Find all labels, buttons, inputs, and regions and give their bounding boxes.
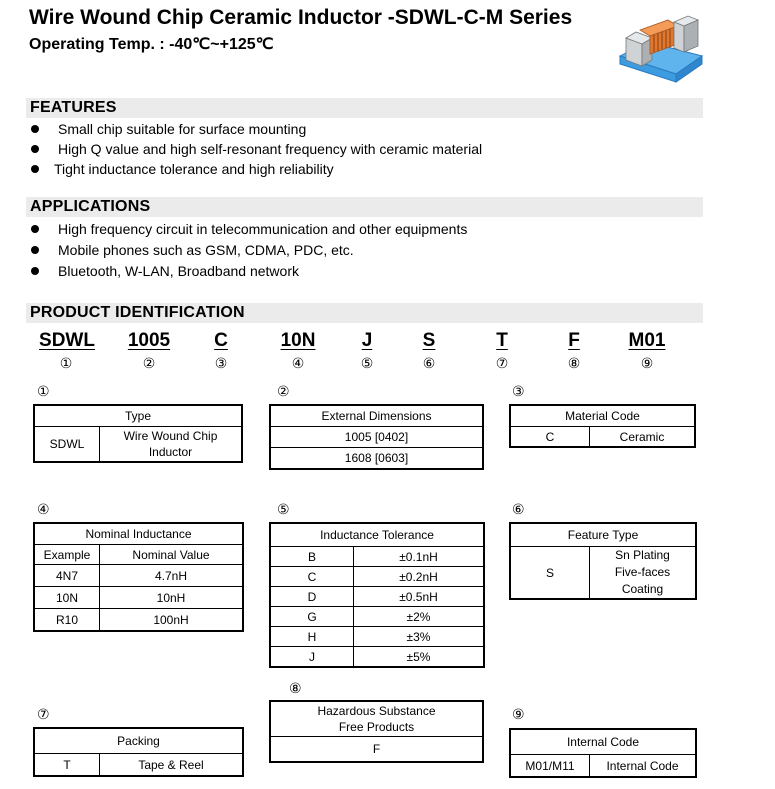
code-part-6: S	[422, 330, 436, 351]
table-header: Internal Code	[510, 729, 696, 755]
table-cell: Wire Wound Chip Inductor	[100, 427, 243, 463]
applications-list	[30, 219, 467, 282]
features-list	[30, 119, 482, 179]
bullet-icon	[31, 145, 39, 153]
operating-temperature: Operating Temp. : -40℃~+125℃	[29, 36, 274, 53]
table-cell: Sn Plating Five-faces Coating	[590, 547, 697, 600]
table-marker-3: ③	[512, 384, 525, 400]
table-row: 10N 10nH	[34, 587, 243, 609]
feature-table	[509, 522, 697, 600]
bullet-icon	[31, 225, 39, 233]
code-part-8: F	[568, 330, 580, 351]
chip-inductor-image	[618, 8, 704, 86]
list-item: Bluetooth, W-LAN, Broadband network	[30, 261, 467, 282]
table-header: External Dimensions	[270, 405, 483, 427]
table-cell: SDWL	[34, 427, 100, 463]
packing-table	[33, 727, 244, 777]
table-row: C ±0.2nH	[270, 567, 484, 587]
list-item: Small chip suitable for surface mounting	[30, 119, 482, 139]
table-header: Type	[34, 405, 242, 427]
code-part-2: 1005	[127, 330, 171, 351]
table-cell: F	[270, 737, 483, 763]
table-row: B ±0.1nH	[270, 547, 484, 567]
product-identification-section-bar	[26, 303, 703, 323]
applications-section-bar	[26, 197, 703, 217]
inductance-table	[33, 522, 244, 632]
code-number-8: ⑧	[567, 356, 581, 372]
table-column-header: Example	[34, 545, 100, 565]
table-cell: Tape & Reel	[100, 754, 244, 777]
table-row: D ±0.5nH	[270, 587, 484, 607]
code-part-4: 10N	[280, 330, 316, 351]
material-table	[509, 404, 696, 448]
code-number-4: ④	[291, 356, 305, 372]
code-part-1: SDWL	[39, 330, 95, 351]
code-part-5: J	[361, 330, 373, 351]
hazardous-table	[269, 700, 484, 763]
list-item: High frequency circuit in telecommunication and other equipments	[30, 219, 467, 240]
product-identification-heading: PRODUCT IDENTIFICATION	[30, 304, 245, 321]
table-cell: T	[34, 754, 100, 777]
code-number-2: ②	[142, 356, 156, 372]
table-cell: 1005 [0402]	[270, 427, 483, 448]
table-marker-6: ⑥	[512, 502, 525, 518]
table-marker-4: ④	[37, 502, 50, 518]
table-row: R10 100nH	[34, 609, 243, 632]
bullet-icon	[31, 165, 39, 173]
bullet-icon	[31, 125, 39, 133]
table-header: Nominal Inductance	[34, 523, 243, 545]
code-part-7: T	[496, 330, 508, 351]
code-part-3: C	[214, 330, 228, 351]
table-header: Feature Type	[510, 523, 696, 547]
table-header: Material Code	[510, 405, 695, 427]
dimensions-table	[269, 404, 484, 470]
list-item: Tight inductance tolerance and high reliability	[30, 159, 482, 179]
page-title: Wire Wound Chip Ceramic Inductor -SDWL-C-M Series	[29, 6, 573, 29]
internal-code-table	[509, 728, 697, 778]
table-row: G ±2%	[270, 607, 484, 627]
table-cell: Internal Code	[590, 755, 697, 778]
code-part-9: M01	[628, 330, 666, 351]
code-number-9: ⑨	[640, 356, 654, 372]
tolerance-table	[269, 522, 485, 668]
bullet-icon	[31, 267, 39, 275]
table-cell: Ceramic	[590, 427, 696, 448]
table-header: Hazardous Substance Free Products	[270, 701, 483, 737]
code-number-6: ⑥	[422, 356, 436, 372]
table-marker-9: ⑨	[512, 707, 525, 723]
table-header: Packing	[34, 728, 243, 754]
table-cell: 1608 [0603]	[270, 448, 483, 470]
type-table	[33, 404, 243, 463]
list-item: High Q value and high self-resonant frequency with ceramic material	[30, 139, 482, 159]
table-marker-2: ②	[277, 384, 290, 400]
table-cell: M01/M11	[510, 755, 590, 778]
table-cell: S	[510, 547, 590, 600]
table-row: H ±3%	[270, 627, 484, 647]
table-header: Inductance Tolerance	[270, 523, 484, 547]
table-marker-7: ⑦	[37, 707, 50, 723]
list-item: Mobile phones such as GSM, CDMA, PDC, etc.	[30, 240, 467, 261]
features-section-bar	[26, 98, 703, 118]
table-marker-5: ⑤	[277, 502, 290, 518]
table-marker-1: ①	[37, 384, 50, 400]
table-row: 4N7 4.7nH	[34, 565, 243, 587]
features-heading: FEATURES	[30, 99, 117, 116]
table-column-header: Nominal Value	[100, 545, 244, 565]
table-marker-8: ⑧	[289, 681, 302, 697]
code-number-3: ③	[214, 356, 228, 372]
table-row: J ±5%	[270, 647, 484, 668]
code-number-5: ⑤	[360, 356, 374, 372]
applications-heading: APPLICATIONS	[30, 198, 151, 215]
table-cell: C	[510, 427, 590, 448]
code-number-1: ①	[59, 356, 73, 372]
code-number-7: ⑦	[495, 356, 509, 372]
bullet-icon	[31, 246, 39, 254]
